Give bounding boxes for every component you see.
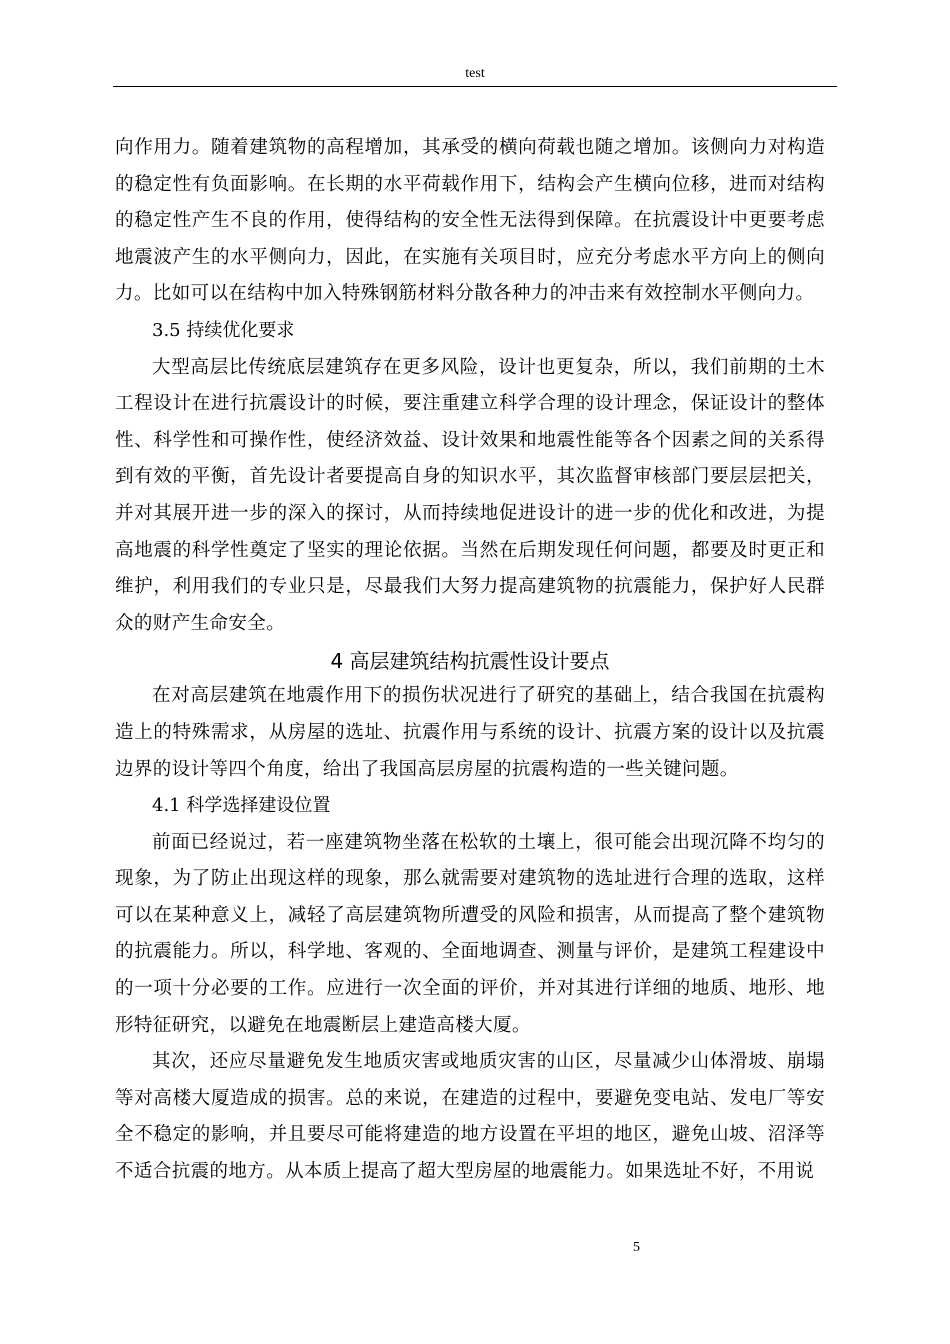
paragraph-lateral-force: 向作用力。随着建筑物的高程增加，其承受的横向荷载也随之增加。该侧向力对构造的稳定性有负面影响。在长期的水平荷载作用下，结构会产生横向位移，进而对结构的稳定性产生不良的作用，使得结构的安全性无法得到保障。在抗震设计中更要考虑地震波产生的水平侧向力，因此，在实施有关项目时，应充分考虑水平方向上的侧向力。比如可以在结构中加入特殊钢筋材料分散各种力的冲击来有效控制水平侧向力。	[115, 137, 825, 305]
header-rule	[113, 86, 837, 87]
page-number: 5	[633, 1240, 640, 1255]
section-heading-4: 4 高层建筑结构抗震性设计要点	[330, 649, 610, 674]
paragraph-geologic-hazards: 其次，还应尽量避免发生地质灾害或地质灾害的山区，尽量减少山体滑坡、崩塌等对高楼大厦造成的损害。总的来说，在建造的过程中，要避免变电站、发电厂等安全不稳定的影响，并且要尽可能将建造的地方设置在平坦的地区，避免山坡、沼泽等不适合抗震的地方。从本质上提高了超大型房屋的地震能力。如果选址不好，不用说	[115, 1051, 825, 1183]
page-header: test	[465, 66, 485, 81]
document-body	[115, 130, 825, 1191]
paragraph-site-selection: 前面已经说过，若一座建筑物坐落在松软的土壤上，很可能会出现沉降不均匀的现象，为了防止出现这样的现象，那么就需要对建筑物的选址进行合理的选取，这样可以在某种意义上，减轻了高层建筑物所遭受的风险和损害，从而提高了整个建筑物的抗震能力。所以，科学地、客观的、全面地调查、测量与评价，是建筑工程建设中的一项十分必要的工作。应进行一次全面的评价，并对其进行详细的地质、地形、地形特征研究，以避免在地震断层上建造高楼大厦。	[115, 831, 825, 1036]
subheading-4-1: 4.1 科学选择建设位置	[152, 795, 331, 817]
subheading-3-5: 3.5 持续优化要求	[152, 319, 295, 341]
paragraph-section-4-intro: 在对高层建筑在地震作用下的损伤状况进行了研究的基础上，结合我国在抗震构造上的特殊需求，从房屋的选址、抗震作用与系统的设计、抗震方案的设计以及抗震边界的设计等四个角度，给出了我国高层房屋的抗震构造的一些关键问题。	[115, 685, 825, 780]
paragraph-continuous-optimization: 大型高层比传统底层建筑存在更多风险，设计也更复杂，所以，我们前期的土木工程设计在进行抗震设计的时候，要注重建立科学合理的设计理念，保证设计的整体性、科学性和可操作性，使经济效益、设计效果和地震性能等各个因素之间的关系得到有效的平衡，首先设计者要提高自身的知识水平，其次监督审核部门要层层把关，并对其展开进一步的深入的探讨，从而持续地促进设计的进一步的优化和改进，为提高地震的科学性奠定了坚实的理论依据。当然在后期发现任何问题，都要及时更正和维护，利用我们的专业只是，尽最我们大努力提高建筑物的抗震能力，保护好人民群众的财产生命安全。	[115, 356, 825, 634]
